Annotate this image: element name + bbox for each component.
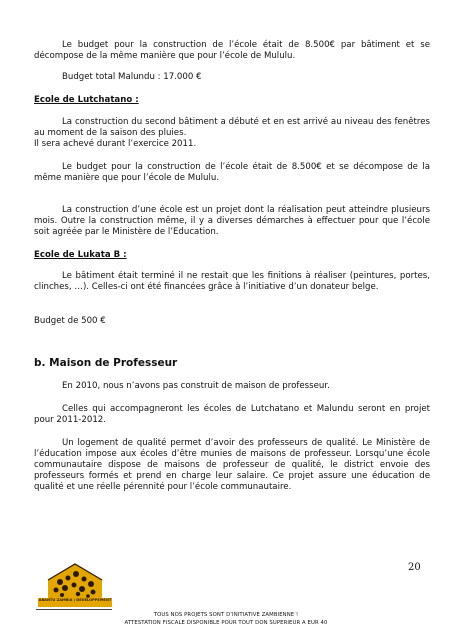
section-title-maison-professeur: b. Maison de Professeur bbox=[34, 357, 178, 369]
lukata-building-paragraph: Le bâtiment était terminé il ne restait que les finitions à réaliser (peintures, portes, clinches, …). Celles-ci ont été financées grâce à l’initiative d’un donateur belge. bbox=[34, 271, 430, 292]
page-number: 20 bbox=[408, 562, 421, 573]
logement-qualite-paragraph: Un logement de qualité permet d’avoir des professeurs de qualité. Le Ministère de l’éducation impose aux écoles d’être munies de maisons de professeur. Lorsqu’une école communautaire dispose de maisons de professeur de qualité, le district envoie des professeurs formés et prend en charge leur salaire. Ce projet assure une éducation de qualité et une réelle pérennité pour l’école communautaire. bbox=[34, 438, 430, 492]
budget-paragraph-mululu: Le budget pour la construction de l’école était de 8.500€ par bâtiment et se décompose de la même manière que pour l’école de Mululu. bbox=[34, 40, 430, 61]
footer-initiative-text: TOUS NOS PROJETS SONT D’INITIATIVE ZAMBIENNE ! bbox=[153, 612, 299, 618]
maison-2010-paragraph: En 2010, nous n’avons pas construit de maison de professeur. bbox=[62, 381, 330, 391]
lukata-budget: Budget de 500 € bbox=[34, 316, 106, 326]
footer-divider bbox=[36, 609, 112, 610]
lutchatano-budget-paragraph: Le budget pour la construction de l’école était de 8.500€ et se décompose de la même manière que pour l’école de Mululu. bbox=[34, 162, 430, 183]
heading-ecole-lukata: Ecole de Lukata B : bbox=[34, 250, 127, 260]
logo-caption: ABANTU ZAMBIA | DEVELOPPEMENT bbox=[38, 598, 112, 607]
lutchatano-construction-paragraph: La construction du second bâtiment a débuté et en est arrivé au niveau des fenêtres au moment de la saison des pluies. bbox=[34, 117, 430, 138]
heading-ecole-lutchatano: Ecole de Lutchatano : bbox=[34, 95, 139, 105]
budget-total-malundu: Budget total Malundu : 17.000 € bbox=[62, 72, 202, 82]
maison-projet-paragraph: Celles qui accompagneront les écoles de Lutchatano et Malundu seront en projet pour 2011-2012. bbox=[34, 404, 430, 425]
lutchatano-completion-paragraph: Il sera achevé durant l’exercice 2011. bbox=[34, 139, 197, 149]
school-project-paragraph: La construction d’une école est un projet dont la réalisation peut atteindre plusieurs mois. Outre la construction même, il y a diverses démarches à effectuer pour que l’école soit agréée par le Ministère de l’Education. bbox=[34, 205, 430, 237]
footer-tax-attestation-text: ATTESTATION FISCALE DISPONIBLE POUR TOUT DON SUPERIEUR A EUR 40 bbox=[124, 620, 328, 626]
